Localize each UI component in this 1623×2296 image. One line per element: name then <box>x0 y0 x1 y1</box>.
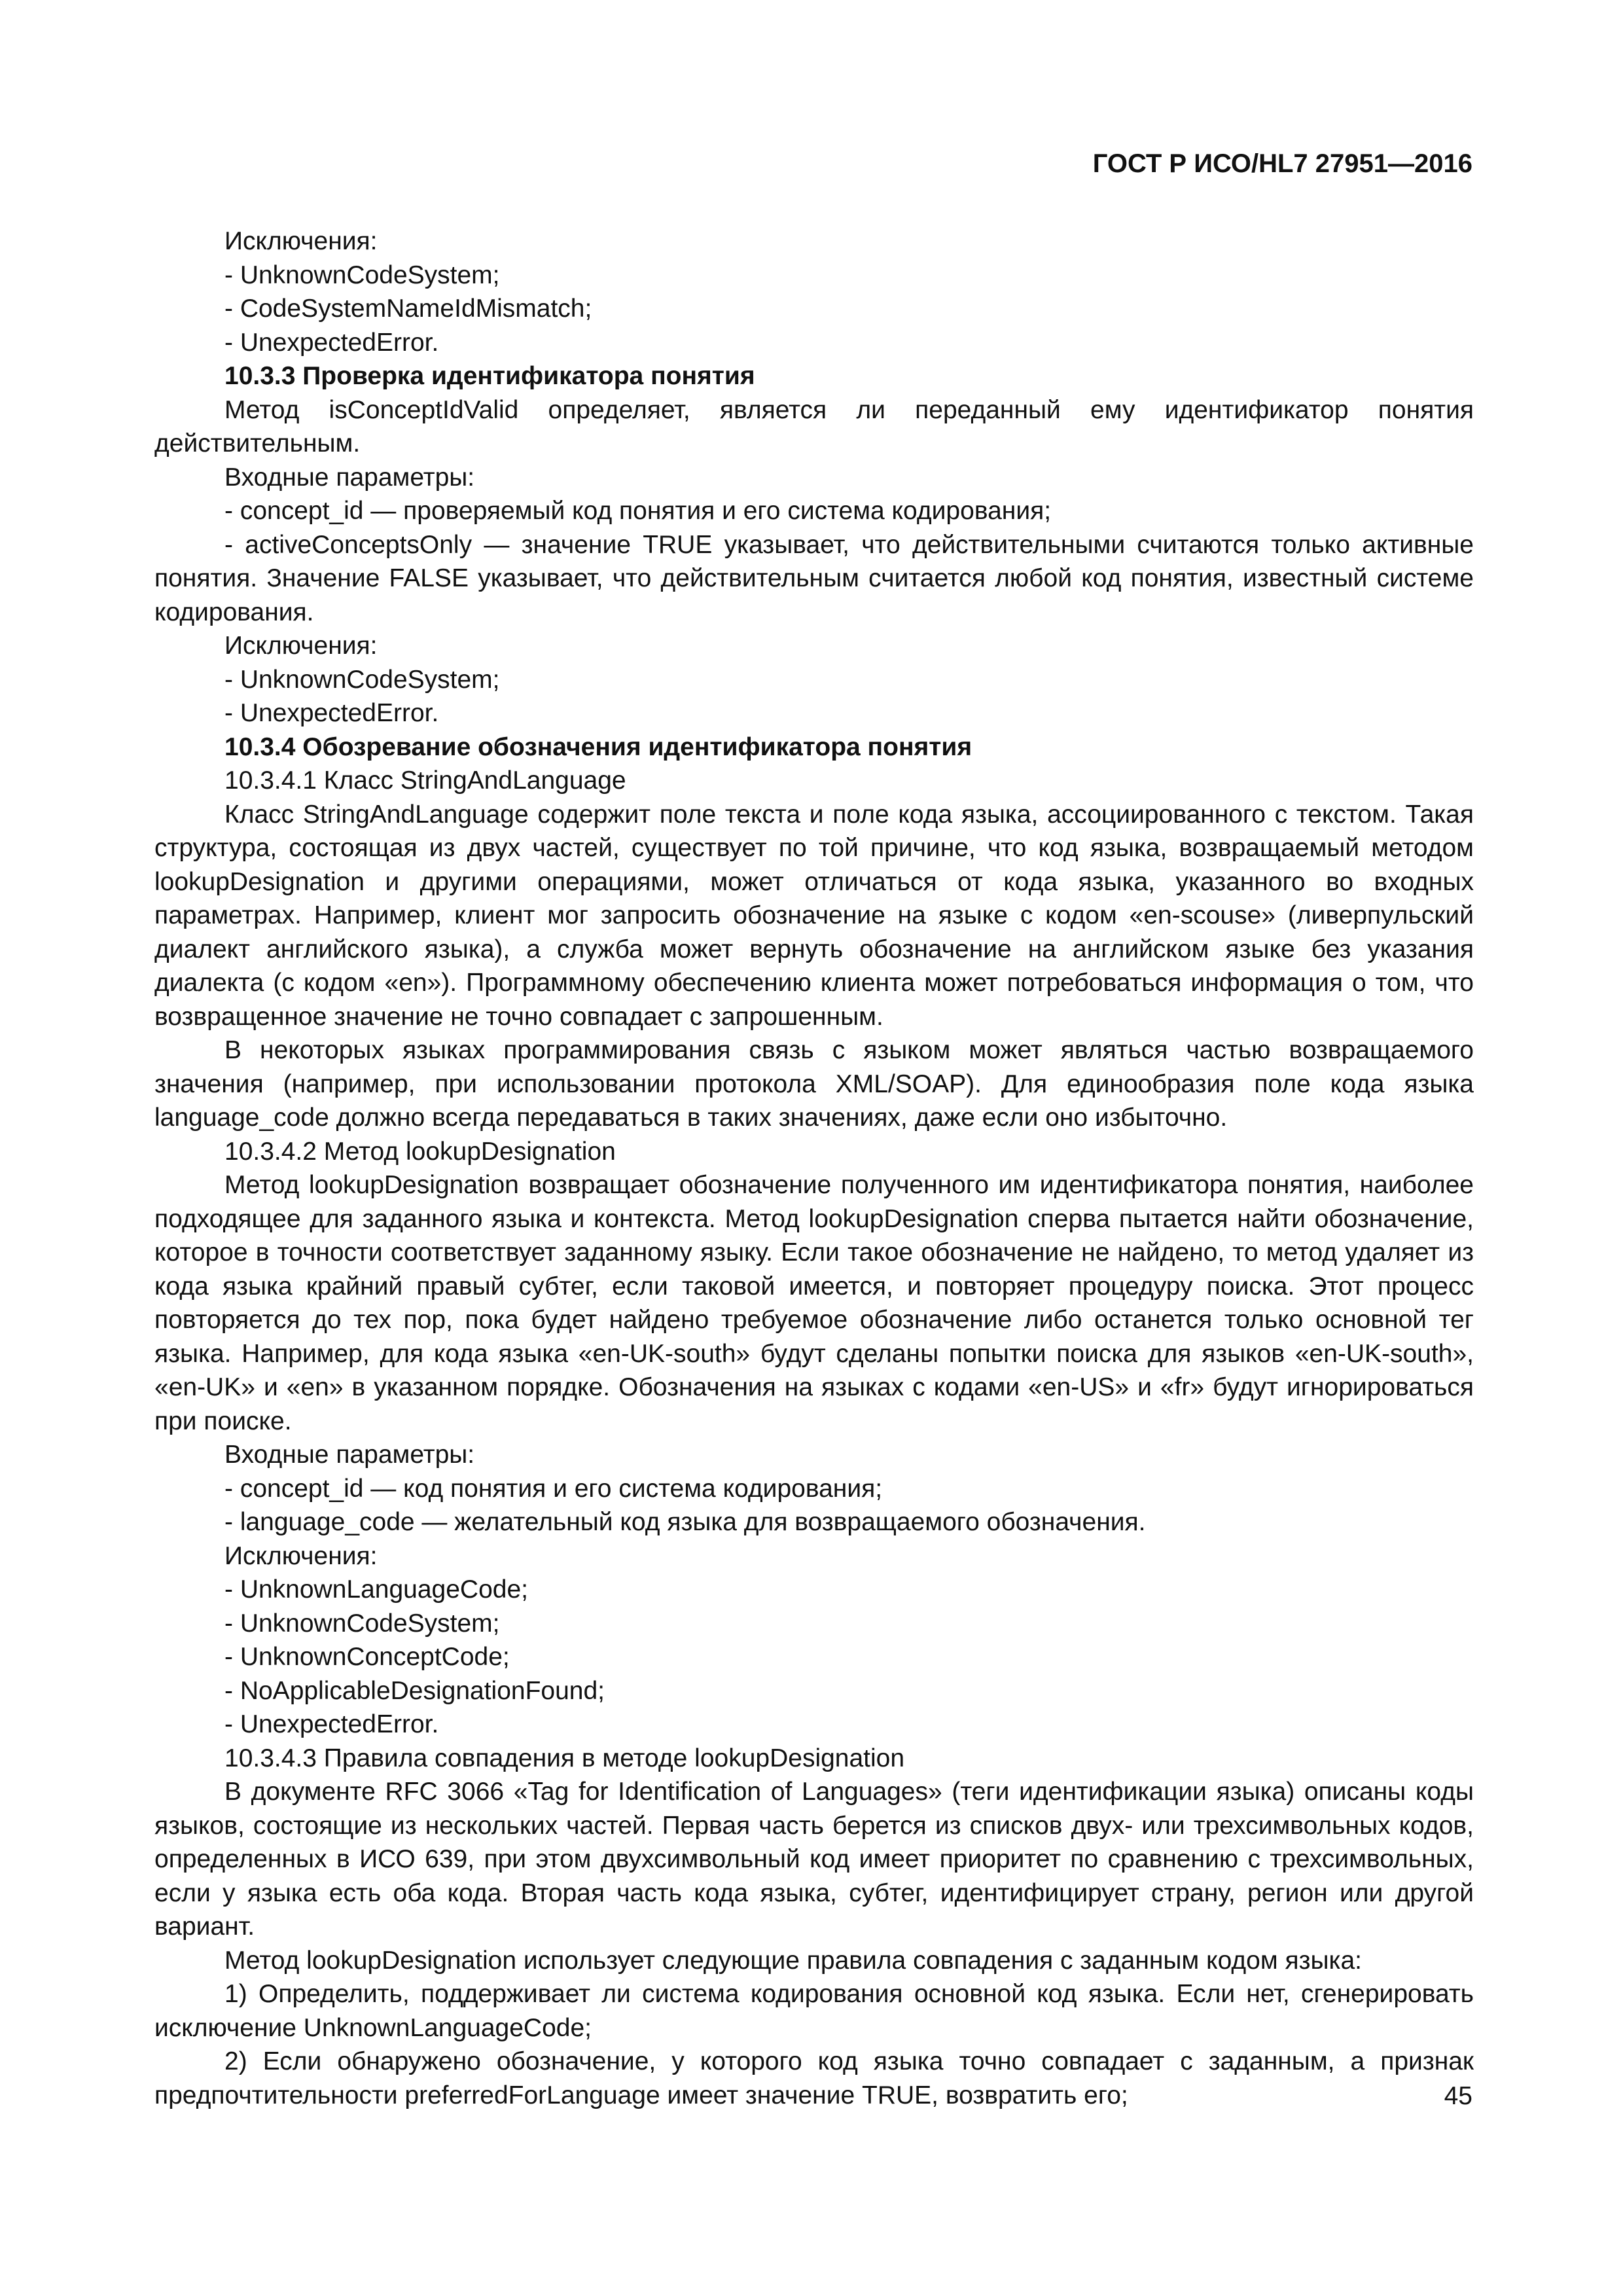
paragraph: - CodeSystemNameIdMismatch; <box>224 295 592 323</box>
paragraph: Исключения: <box>224 1541 378 1570</box>
paragraph: 10.3.4.3 Правила совпадения в методе lookupDesignation <box>224 1744 905 1772</box>
paragraph: - UnknownLanguageCode; <box>224 1575 529 1604</box>
paragraph: - language_code — желательный код языка для возвращаемого обозначения. <box>224 1508 1146 1536</box>
paragraph: Метод isConceptIdValid определяет, является ли переданный ему идентификатор понятия действительным. <box>154 395 1474 457</box>
paragraph: В документе RFC 3066 «Tag for Identification of Languages» (теги идентификации языка) описаны коды языков, состоящие из нескольких частей. Первая часть берется из списков двух- или трехсимвольных кодов, определенных в ИСО 639, при этом двухсимвольный код имеет приоритет по сравнению с трехсимвольных, если у языка есть оба кода. Вторая часть кода языка, субтег, идентифицирует страну, регион или другой вариант. <box>154 1778 1474 1941</box>
body-text <box>154 224 1474 2112</box>
page-number: 45 <box>1444 2082 1472 2110</box>
paragraph: - UnknownCodeSystem; <box>224 665 500 694</box>
paragraph: - UnknownCodeSystem; <box>224 260 500 289</box>
paragraph: - UnexpectedError. <box>224 699 439 727</box>
paragraph: Класс StringAndLanguage содержит поле текста и поле кода языка, ассоциированного с текстом. Такая структура, состоящая из двух частей, существует по той причине, что код языка, возвращаемый методом lookupDesignation и другими операциями, может отличаться от кода языка, указанного во входных параметрах. Например, клиент мог запросить обозначение на языке с кодом «en-scouse» (ливерпульский диалект английского языка), а служба может вернуть обозначение на английском языке без указания диалекта (с кодом «en»). Программному обеспечению клиента может потребоваться информация о том, что возвращенное значение не точно совпадает с запрошенным. <box>154 800 1474 1031</box>
standard-header: ГОСТ Р ИСО/HL7 27951—2016 <box>1092 149 1472 178</box>
section-heading: 10.3.3 Проверка идентификатора понятия <box>224 362 755 390</box>
paragraph: Входные параметры: <box>224 1441 475 1469</box>
paragraph: Исключения: <box>224 632 378 660</box>
paragraph: В некоторых языках программирования связь с языком может являться частью возвращаемого значения (например, при использовании протокола XML/SOAP). Для единообразия поле кода языка language_code должно всегда передаваться в таких значениях, даже если оно избыточно. <box>154 1036 1474 1132</box>
paragraph: - UnknownConceptCode; <box>224 1643 510 1671</box>
paragraph: - concept_id — проверяемый код понятия и его система кодирования; <box>224 497 1052 525</box>
paragraph: 1) Определить, поддерживает ли система кодирования основной код языка. Если нет, сгенерировать исключение UnknownLanguageCode; <box>154 1980 1474 2042</box>
paragraph: Метод lookupDesignation возвращает обозначение полученного им идентификатора понятия, наиболее подходящее для заданного языка и контекста. Метод lookupDesignation сперва пытается найти обозначение, которое в точности соответствует заданному языку. Если такое обозначение не найдено, то метод удаляет из кода языка крайний правый субтег, если таковой имеется, и повторяет процедуру поиска. Этот процесс повторяется до тех пор, пока будет найдено требуемое обозначение либо останется только основной тег языка. Например, для кода языка «en-UK-south» будут сделаны попытки поиска для языков «en-UK-south», «en-UK» и «en» в указанном порядке. Обозначения на языках с кодами «en-US» и «fr» будут игнорироваться при поиске. <box>154 1171 1474 1435</box>
paragraph: - NoApplicableDesignationFound; <box>224 1676 605 1705</box>
paragraph: Исключения: <box>224 227 378 255</box>
paragraph: - UnknownCodeSystem; <box>224 1609 500 1638</box>
paragraph: 10.3.4.1 Класс StringAndLanguage <box>224 766 626 795</box>
paragraph: - concept_id — код понятия и его система кодирования; <box>224 1474 883 1503</box>
paragraph: 2) Если обнаружено обозначение, у которого код языка точно совпадает с заданным, а признак предпочтительности preferredForLanguage имеет значение TRUE, возвратить его; <box>154 2047 1474 2109</box>
section-heading: 10.3.4 Обозревание обозначения идентификатора понятия <box>224 732 972 761</box>
paragraph: Входные параметры: <box>224 463 475 492</box>
paragraph: Метод lookupDesignation использует следующие правила совпадения с заданным кодом языка: <box>224 1946 1362 1975</box>
paragraph: 10.3.4.2 Метод lookupDesignation <box>224 1137 616 1166</box>
paragraph: - activeConceptsOnly — значение TRUE указывает, что действительными считаются только активные понятия. Значение FALSE указывает, что действительным считается любой код понятия, известный системе кодирования. <box>154 530 1474 626</box>
paragraph: - UnexpectedError. <box>224 328 439 357</box>
paragraph: - UnexpectedError. <box>224 1710 439 1738</box>
